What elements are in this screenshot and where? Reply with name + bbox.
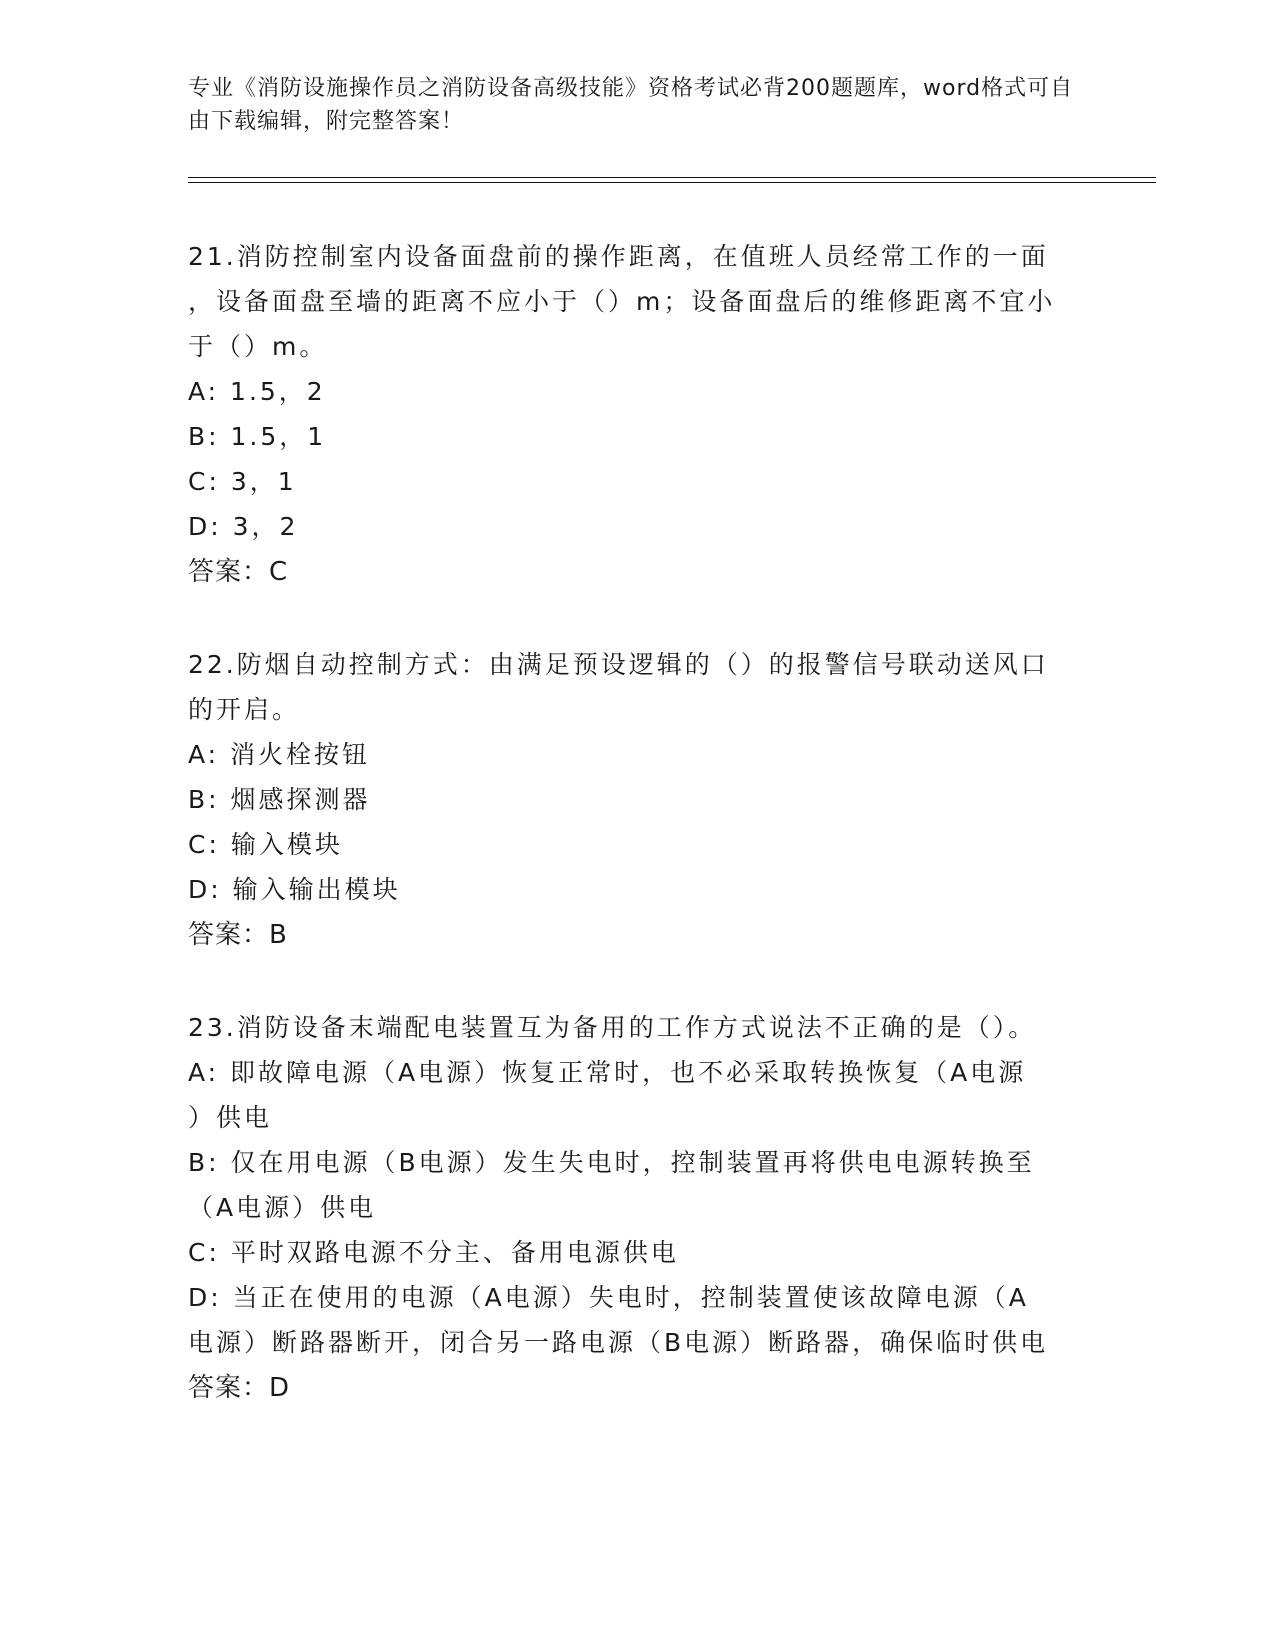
option-a: A: 1.5，2 — [188, 377, 326, 406]
header-text: 专业《消防设施操作员之消防设备高级技能》资格考试必背200题题库，word格式可自由下载编辑，附完整答案！ — [188, 76, 1074, 134]
question-stem-line: 的开启。 — [188, 695, 301, 724]
option-a: A: 消火栓按钮 — [188, 740, 371, 769]
question-stem-line: 23.消防设备末端配电装置互为备用的工作方式说法不正确的是（）。 — [188, 1013, 1037, 1042]
question-23 — [188, 1005, 1088, 1411]
option-d: D: 当正在使用的电源（A电源）失电时，控制装置使该故障电源（A — [188, 1283, 1029, 1312]
question-stem-line: 22.防烟自动控制方式：由满足预设逻辑的（）的报警信号联动送风口 — [188, 650, 1049, 679]
answer-label: 答案：C — [188, 557, 289, 587]
question-stem-line: 于（）m。 — [188, 332, 328, 361]
answer-label: 答案：B — [188, 920, 288, 950]
option-c: C: 3，1 — [188, 467, 297, 496]
option-d-continued: 电源）断路器断开，闭合另一路电源（B电源）断路器，确保临时供电 — [188, 1328, 1049, 1357]
option-a-continued: ）供电 — [188, 1103, 273, 1132]
header-divider-bottom — [188, 182, 1156, 183]
option-a: A: 即故障电源（A电源）恢复正常时，也不必采取转换恢复（A电源 — [188, 1058, 1027, 1087]
answer-label: 答案：D — [188, 1373, 291, 1403]
option-d: D: 输入输出模块 — [188, 875, 401, 904]
question-21 — [188, 234, 1088, 595]
option-c: C: 平时双路电源不分主、备用电源供电 — [188, 1238, 679, 1267]
question-22 — [188, 642, 1088, 958]
header-divider-top — [188, 177, 1156, 178]
option-b: B: 1.5，1 — [188, 422, 327, 451]
option-b-continued: （A电源）供电 — [188, 1193, 377, 1222]
option-b: B: 烟感探测器 — [188, 785, 371, 814]
question-stem-line: 21.消防控制室内设备面盘前的操作距离，在值班人员经常工作的一面 — [188, 242, 1049, 271]
option-b: B: 仅在用电源（B电源）发生失电时，控制装置再将供电电源转换至 — [188, 1148, 1035, 1177]
option-c: C: 输入模块 — [188, 830, 343, 859]
document-header — [188, 72, 1078, 138]
option-d: D: 3，2 — [188, 512, 299, 541]
question-stem-line: ，设备面盘至墙的距离不应小于（）m；设备面盘后的维修距离不宜小 — [188, 287, 1056, 316]
